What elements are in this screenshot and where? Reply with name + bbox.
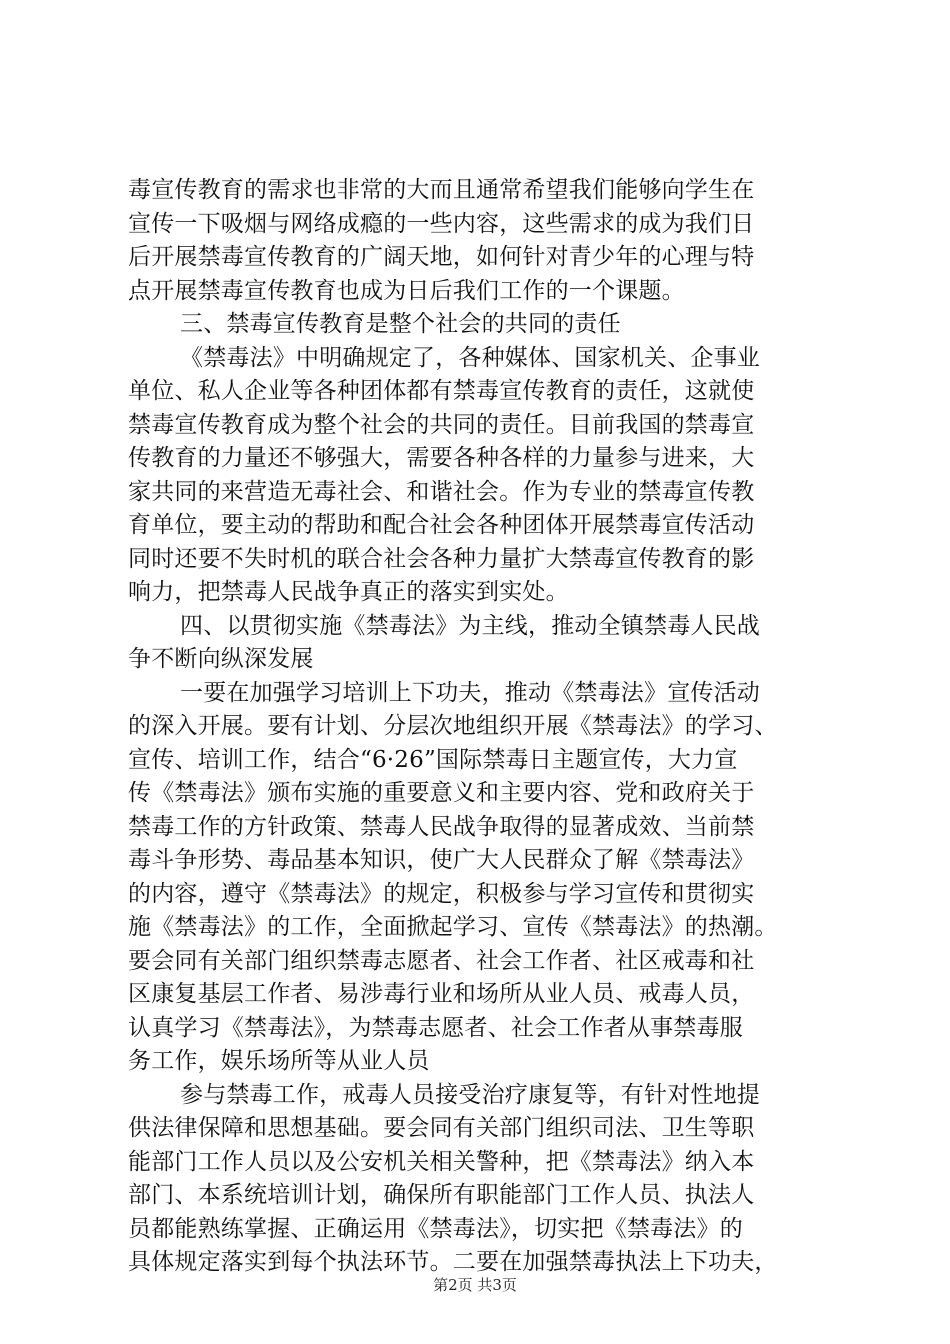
text-line: 部门、本系统培训计划，确保所有职能部门工作人员、执法人 xyxy=(128,1182,755,1208)
text-line: 育单位，要主动的帮助和配合社会各种团体开展禁毒宣传活动 xyxy=(128,512,755,538)
text-line: 点开展禁毒宣传教育也成为日后我们工作的一个课题。 xyxy=(128,277,685,304)
text-line: 家共同的来营造无毒社会、和谐社会。作为专业的禁毒宣传教 xyxy=(128,478,755,505)
text-line: 毒宣传教育的需求也非常的大而且通常希望我们能够向学生在 xyxy=(128,177,755,203)
text-line: 四、以贯彻实施《禁毒法》为主线，推动全镇禁毒人民战 xyxy=(180,612,760,639)
text-line: 三、禁毒宣传教育是整个社会的共同的责任 xyxy=(180,311,621,337)
text-line: 的内容，遵守《禁毒法》的规定，积极参与学习宣传和贯彻实 xyxy=(128,880,755,907)
text-line: 施《禁毒法》的工作，全面掀起学习、宣传《禁毒法》的热潮。 xyxy=(128,914,778,940)
text-line: 一要在加强学习培训上下功夫，推动《禁毒法》宣传活动 xyxy=(180,679,760,706)
text-line: 禁毒宣传教育成为整个社会的共同的责任。目前我国的禁毒宣 xyxy=(128,411,755,438)
page-footer: 第2页 共3页 xyxy=(433,1276,517,1294)
text-line: 宣传、培训工作，结合“6·26”国际禁毒日主题宣传，大力宣 xyxy=(128,746,738,773)
text-line: 员都能熟练掌握、正确运用《禁毒法》，切实把《禁毒法》的 xyxy=(128,1215,743,1242)
text-line: 认真学习《禁毒法》，为禁毒志愿者、社会工作者从事禁毒服 xyxy=(128,1014,743,1041)
text-line: 区康复基层工作者、易涉毒行业和场所从业人员、戒毒人员， xyxy=(128,981,755,1007)
text-line: 后开展禁毒宣传教育的广阔天地，如何针对青少年的心理与特 xyxy=(128,244,755,270)
text-line: 同时还要不失时机的联合社会各种力量扩大禁毒宣传教育的影 xyxy=(128,545,755,572)
text-line: 响力，把禁毒人民战争真正的落实到实处。 xyxy=(128,579,569,605)
text-line: 《禁毒法》中明确规定了，各种媒体、国家机关、企事业 xyxy=(180,344,760,371)
document-body xyxy=(128,174,828,1280)
text-line: 能部门工作人员以及公安机关相关警种，把《禁毒法》纳入本 xyxy=(128,1148,755,1175)
text-line: 单位、私人企业等各种团体都有禁毒宣传教育的责任，这就使 xyxy=(128,378,755,404)
text-line: 争不断向纵深发展 xyxy=(128,646,314,672)
text-line: 传《禁毒法》颁布实施的重要意义和主要内容、党和政府关于 xyxy=(128,780,755,806)
text-line: 务工作，娱乐场所等从业人员 xyxy=(128,1048,430,1074)
text-line: 要会同有关部门组织禁毒志愿者、社会工作者、社区戒毒和社 xyxy=(128,947,755,974)
text-line: 具体规定落实到每个执法环节。二要在加强禁毒执法上下功夫， xyxy=(128,1249,778,1275)
text-line: 传教育的力量还不够强大，需要各种各样的力量参与进来，大 xyxy=(128,445,755,471)
text-line: 宣传一下吸烟与网络成瘾的一些内容，这些需求的成为我们日 xyxy=(128,210,755,237)
text-line: 的深入开展。要有计划、分层次地组织开展《禁毒法》的学习、 xyxy=(128,713,778,739)
text-line: 禁毒工作的方针政策、禁毒人民战争取得的显著成效、当前禁 xyxy=(128,813,755,840)
text-line: 毒斗争形势、毒品基本知识，使广大人民群众了解《禁毒法》 xyxy=(128,847,755,873)
text-line: 参与禁毒工作，戒毒人员接受治疗康复等，有针对性地提 xyxy=(180,1081,760,1108)
text-line: 供法律保障和思想基础。要会同有关部门组织司法、卫生等职 xyxy=(128,1115,755,1141)
